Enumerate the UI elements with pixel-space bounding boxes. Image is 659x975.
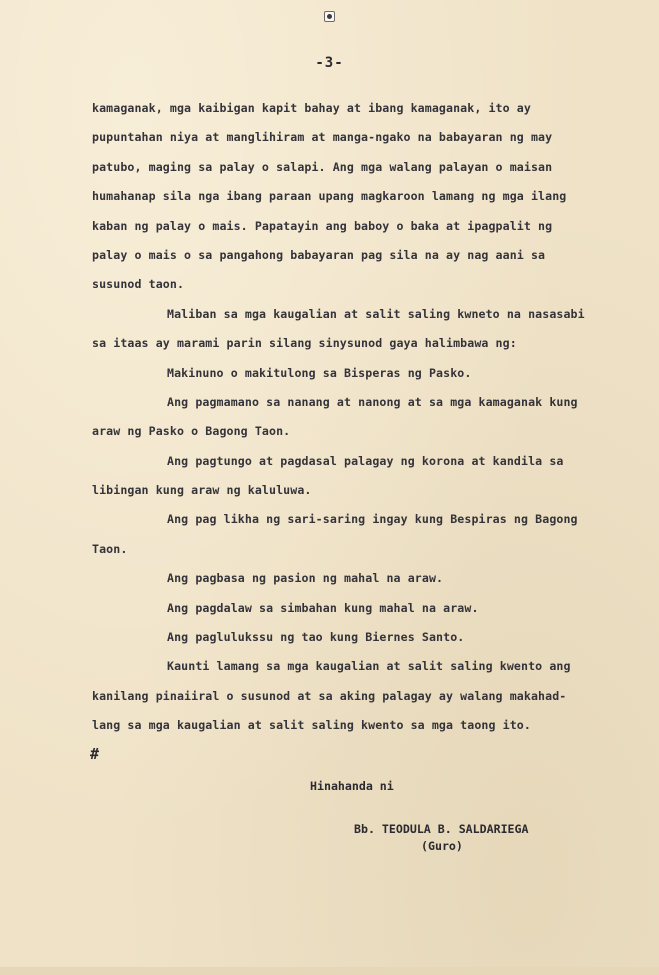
text-line: Makinuno o makitulong sa Bisperas ng Pasko. — [167, 365, 472, 380]
text-line: araw ng Pasko o Bagong Taon. — [92, 424, 291, 439]
text-line: Ang pagdalaw sa simbahan kung mahal na araw. — [167, 600, 479, 615]
text-line: Kaunti lamang sa mga kaugalian at salit saling kwento ang — [167, 659, 571, 674]
text-line: susunod taon. — [92, 277, 185, 292]
text-line: Taon. — [92, 541, 128, 556]
text-line: Ang pagtungo at pagdasal palagay ng korona at kandila sa — [167, 453, 564, 468]
signer-role: (Guro) — [421, 839, 463, 853]
scanner-mark-icon — [324, 11, 335, 22]
text-line: Ang paglulukssu ng tao kung Biernes Santo. — [167, 630, 465, 645]
signer-name: Bb. TEODULA B. SALDARIEGA — [354, 822, 529, 836]
prepared-by-label: Hinahanda ni — [310, 779, 394, 793]
text-line: libingan kung araw ng kaluluwa. — [92, 483, 312, 498]
text-line: pupuntahan niya at manglihiram at manga-ngako na babayaran ng may — [92, 130, 553, 145]
text-line: Ang pag likha ng sari-saring ingay kung Bespiras ng Bagong — [167, 512, 578, 527]
text-line: kamaganak, mga kaibigan kapit bahay at ibang kamaganak, ito ay — [92, 101, 531, 115]
text-line: lang sa mga kaugalian at salit saling kwento sa mga taong ito. — [92, 718, 531, 733]
text-line: patubo, maging sa palay o salapi. Ang mga walang palayan o maisan — [92, 159, 553, 174]
text-line: kaban ng palay o mais. Papatayin ang baboy o baka at ipagpalit ng — [92, 218, 553, 233]
text-line: humahanap sila nga ibang paraan upang magkaroon lamang ng mga ilang — [92, 189, 567, 204]
text-line: Ang pagmamano sa nanang at nanong at sa mga kamaganak kung — [167, 394, 578, 409]
end-mark: # — [90, 745, 100, 763]
text-line: palay o mais o sa pangahong babayaran pag sila na ay nag aani sa — [92, 247, 546, 262]
scan-footer-strip — [0, 967, 659, 975]
text-line: kanilang pinaiiral o susunod at sa aking palagay ay walang makahad- — [92, 688, 567, 703]
text-line: Maliban sa mga kaugalian at salit saling kwneto na nasasabi — [167, 306, 585, 321]
text-line: sa itaas ay marami parin silang sinysunod gaya halimbawa ng: — [92, 336, 517, 351]
text-line: Ang pagbasa ng pasion ng mahal na araw. — [167, 571, 444, 586]
body-text — [92, 99, 612, 746]
page-number: -3- — [315, 55, 344, 71]
